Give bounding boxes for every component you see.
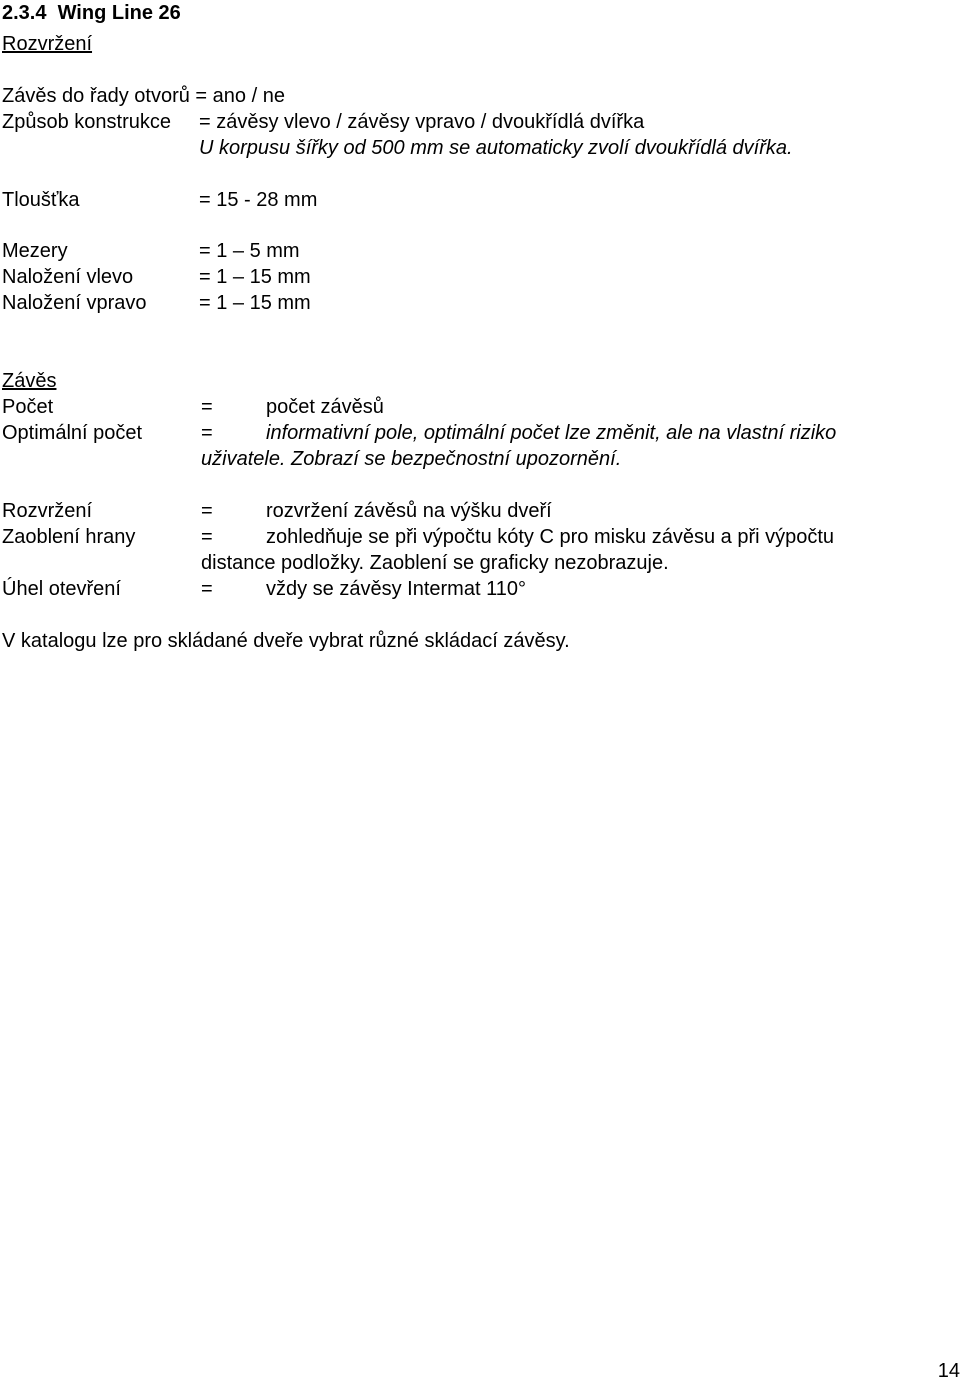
gaps-value: = 1 – 5 mm xyxy=(199,240,300,262)
section-number: 2.3.4 xyxy=(2,2,47,24)
count-value: počet závěsů xyxy=(266,396,384,418)
hinge-layout-label: Rozvržení xyxy=(2,500,93,522)
hinge-layout-value: rozvržení závěsů na výšku dveří xyxy=(266,500,552,522)
optimal-count-label: Optimální počet xyxy=(2,422,143,444)
section-title: Wing Line 26 xyxy=(57,2,181,24)
section-heading xyxy=(2,0,181,26)
count-equals: = xyxy=(201,396,213,418)
count-label: Počet xyxy=(2,396,54,418)
overlay-right-label: Naložení vpravo xyxy=(2,292,147,314)
opening-angle-value: vždy se závěsy Intermat 110° xyxy=(266,578,526,600)
optimal-count-value: informativní pole, optimální počet lze změnit, ale na vlastní riziko xyxy=(266,422,837,444)
series-mounting-line: Závěs do řady otvorů = ano / ne xyxy=(2,85,285,107)
hinge-heading: Závěs xyxy=(2,370,57,392)
edge-rounding-value: zohledňuje se při výpočtu kóty C pro misku závěsu a při výpočtu xyxy=(266,526,835,548)
opening-angle-equals: = xyxy=(201,578,213,600)
hinge-layout-equals: = xyxy=(201,500,213,522)
edge-rounding-label: Zaoblení hrany xyxy=(2,526,136,548)
page-number: 14 xyxy=(937,1360,960,1382)
layout-subheading: Rozvržení xyxy=(2,33,93,55)
gaps-label: Mezery xyxy=(2,240,68,262)
overlay-right-value: = 1 – 15 mm xyxy=(199,292,311,314)
edge-rounding-equals: = xyxy=(201,526,213,548)
overlay-left-label: Naložení vlevo xyxy=(2,266,134,288)
catalog-note: V katalogu lze pro skládané dveře vybrat různé skládací závěsy. xyxy=(2,630,570,652)
thickness-label: Tloušťka xyxy=(2,189,80,211)
construction-label: Způsob konstrukce xyxy=(2,111,171,133)
opening-angle-label: Úhel otevření xyxy=(2,578,121,600)
construction-value: = závěsy vlevo / závěsy vpravo / dvoukřídlá dvířka xyxy=(199,111,645,133)
construction-note: U korpusu šířky od 500 mm se automaticky zvolí dvoukřídlá dvířka. xyxy=(199,137,793,159)
optimal-count-equals: = xyxy=(201,422,213,444)
edge-rounding-value-continued: distance podložky. Zaoblení se graficky nezobrazuje. xyxy=(201,552,669,574)
optimal-count-value-continued: uživatele. Zobrazí se bezpečnostní upozornění. xyxy=(201,448,622,470)
overlay-left-value: = 1 – 15 mm xyxy=(199,266,311,288)
thickness-value: = 15 - 28 mm xyxy=(199,189,318,211)
